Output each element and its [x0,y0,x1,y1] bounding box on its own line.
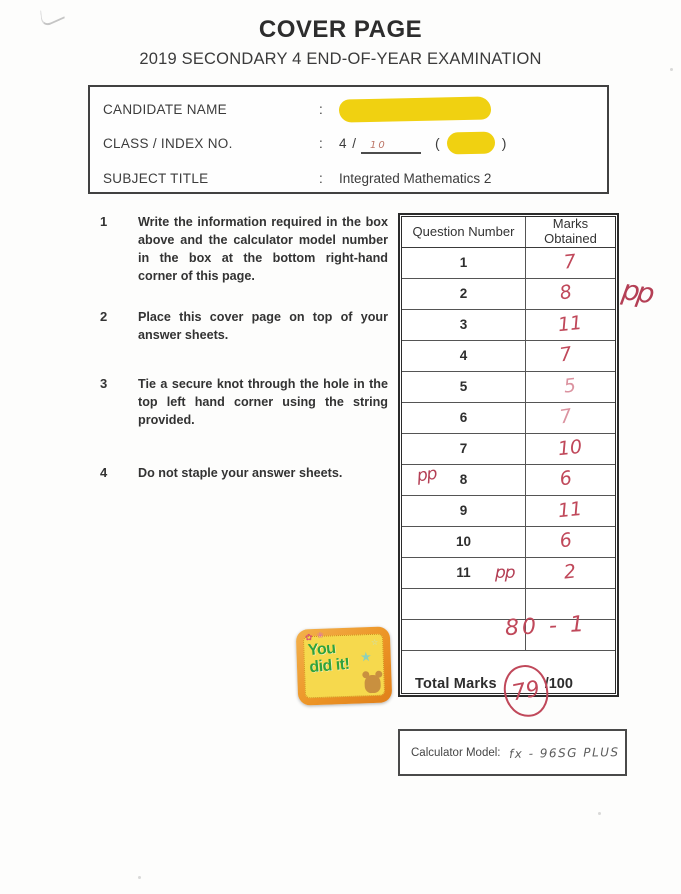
sticker-text [307,639,350,677]
handwritten-mark: 11 [557,497,584,523]
class-index-row [103,131,599,155]
class-index-label: CLASS / INDEX NO. [103,135,233,151]
red-pen-pp-annotation: pp [619,272,655,311]
marks-cell [526,279,615,309]
instruction-number: 1 [100,214,108,229]
instruction-item-4 [100,465,388,483]
subject-title-label: SUBJECT TITLE [103,170,209,186]
handwritten-mark: 2 [563,560,578,584]
table-row [402,403,615,434]
question-number: 9 [402,496,526,526]
handwritten-mark: 7 [563,250,578,274]
redacted-index-detail [446,132,494,155]
page-subtitle: 2019 SECONDARY 4 END-OF-YEAR EXAMINATION [139,50,542,68]
you-did-it-sticker [296,626,393,705]
question-number: 8 [402,465,526,495]
star-icon: ★ [359,649,372,665]
subject-title-row [103,166,599,190]
sticker-line-2: did it! [308,656,351,677]
question-number: 1 [402,248,526,278]
handwritten-mark: 11 [557,311,584,337]
handwritten-working: 80 - 1 [504,611,588,642]
total-marks-value-area [504,651,573,717]
total-out-of: /100 [544,675,573,692]
marks-cell [526,341,615,371]
question-number-header: Question Number [402,217,526,247]
marks-cell [526,558,615,588]
table-row [402,341,615,372]
marks-cell [526,248,615,278]
marks-cell [526,496,615,526]
instruction-text: Write the information required in the box above and the calculator model number in the box at the bottom right-hand corner of this page. [138,215,388,283]
marks-table-header-row [402,217,615,248]
instruction-number: 4 [100,465,108,480]
marks-cell [526,372,615,402]
subject-title-value: Integrated Mathematics 2 [339,170,492,186]
star-icon: ☆ [370,637,379,648]
question-number: 11 [402,558,526,588]
handwritten-mark: 5 [563,374,578,398]
marks-cell [526,403,615,433]
question-number: 5 [402,372,526,402]
handwritten-total-score: 79 [509,675,542,706]
candidate-name-label: CANDIDATE NAME [103,101,227,117]
calculator-model-box [398,729,627,776]
marks-obtained-header: Marks Obtained [544,216,597,246]
table-row [402,434,615,465]
handwritten-calculator-model: fx - 96SG PLUS [509,744,621,761]
teddy-bear-icon [364,675,381,694]
flower-icon: ❀ [316,630,324,640]
handwritten-circle [501,662,551,719]
table-row [402,279,615,310]
instruction-number: 2 [100,309,108,324]
red-pen-pp-annotation: pp [495,563,515,583]
instruction-number: 3 [100,376,108,391]
index-number-blank [361,136,421,154]
paren-open: ( [435,135,440,151]
marks-cell [526,434,615,464]
sticker-inner-panel [303,630,385,699]
table-row [402,496,615,527]
calculator-model-label: Calculator Model: [411,746,501,759]
sticker-line-1: You [307,639,337,660]
total-marks-label: Total Marks [415,675,497,692]
table-row [402,310,615,341]
question-number: 3 [402,310,526,340]
scan-speck [138,876,141,879]
question-number [402,589,526,619]
handwritten-mark: 6 [558,466,574,491]
total-marks-row [402,651,615,717]
scan-speck [598,812,601,815]
class-value: 4 / [339,135,358,151]
table-row [402,248,615,279]
candidate-info-box [88,85,609,194]
instruction-item-3 [100,376,388,430]
table-row [402,372,615,403]
handwritten-mark: 7 [558,342,574,367]
instruction-item-2 [100,309,388,345]
instruction-text: Tie a secure knot through the hole in the top left hand corner using the string provided. [138,377,388,427]
instruction-text: Place this cover page on top of your answer sheets. [138,310,388,342]
page-title: COVER PAGE [258,16,423,43]
separator-colon: : [319,170,323,186]
separator-colon: : [319,135,323,151]
question-number: 4 [402,341,526,371]
redacted-candidate-name [339,96,491,122]
question-number: 2 [402,279,526,309]
question-number: 10 [402,527,526,557]
separator-colon: : [319,101,323,117]
handwritten-mark: 10 [557,435,584,461]
handwritten-mark: 8 [558,280,574,305]
flower-icon: ✿ [304,632,313,643]
marks-cell [526,310,615,340]
handwritten-mark: 6 [558,528,574,553]
handwritten-mark: 7 [558,404,574,429]
instruction-item-1 [100,214,388,286]
question-number: 6 [402,403,526,433]
candidate-name-row [103,97,599,121]
instruction-text: Do not staple your answer sheets. [138,466,343,480]
handwritten-index-number: 10 [370,140,387,151]
marks-cell [526,465,615,495]
red-pen-pp-annotation: pp [415,463,438,487]
table-row [402,527,615,558]
question-number: 7 [402,434,526,464]
marks-cell [526,527,615,557]
paren-close: ) [501,135,507,151]
